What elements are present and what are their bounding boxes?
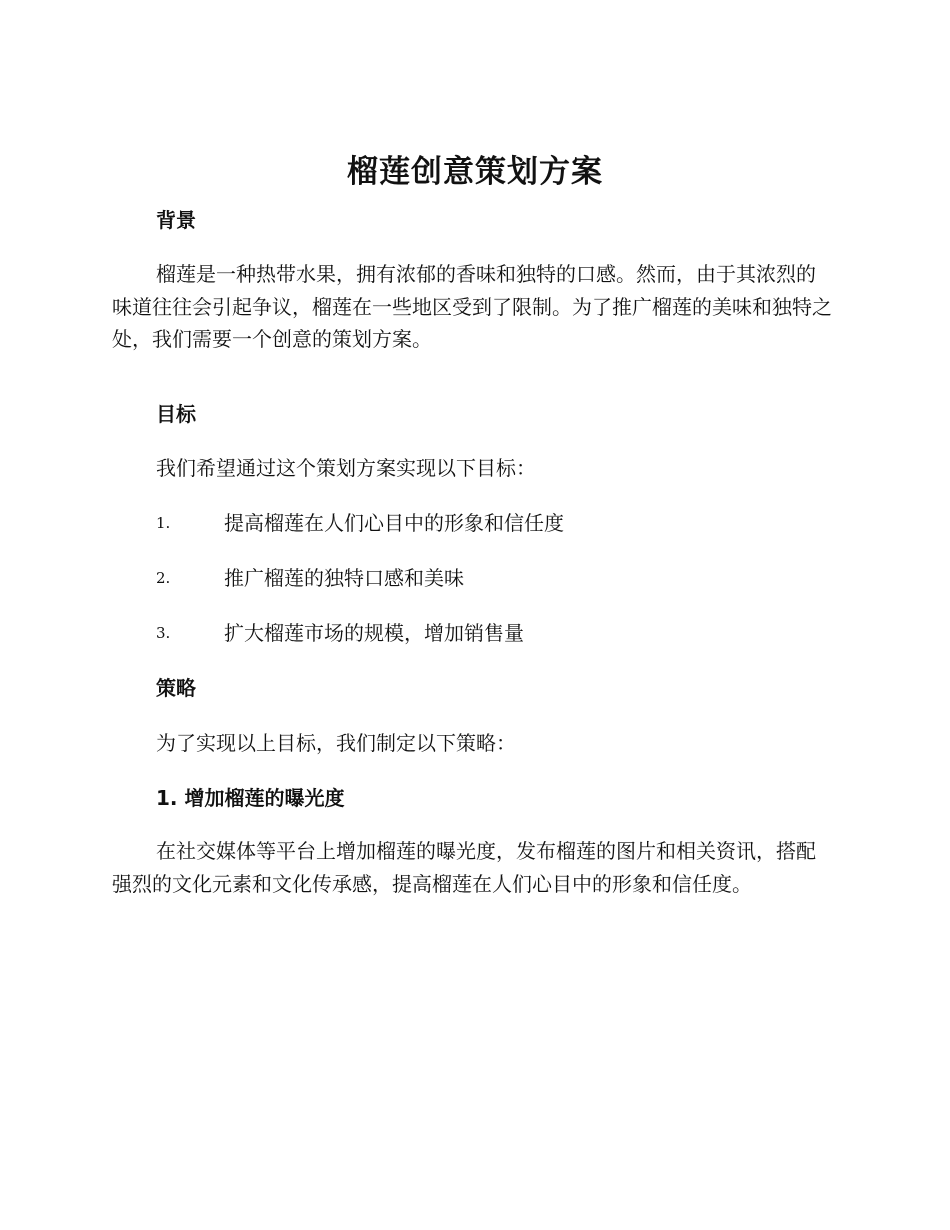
subsection-heading-exposure: 1. 增加榴莲的曝光度 — [156, 786, 345, 810]
strategy-intro: 为了实现以上目标，我们制定以下策略： — [156, 731, 516, 755]
document-title: 榴莲创意策划方案 — [347, 154, 603, 190]
list-item-number: 3. — [156, 624, 171, 642]
background-paragraph: 榴莲是一种热带水果，拥有浓郁的香味和独特的口感。然而，由于其浓烈的味道往往会引起争议，榴莲在一些地区受到了限制。为了推广榴莲的美味和独特之处，我们需要一个创意的策划方案。 — [112, 262, 832, 351]
section-heading-strategy: 策略 — [156, 676, 196, 700]
exposure-paragraph: 在社交媒体等平台上增加榴莲的曝光度，发布榴莲的图片和相关资讯，搭配强烈的文化元素和文化传承感，提高榴莲在人们心目中的形象和信任度。 — [112, 839, 816, 896]
section-heading-goals: 目标 — [156, 402, 196, 426]
list-item-text: 扩大榴莲市场的规模，增加销售量 — [224, 621, 524, 645]
list-item-text: 提高榴莲在人们心目中的形象和信任度 — [224, 511, 564, 535]
list-item-number: 2. — [156, 569, 171, 587]
list-item-number: 1. — [156, 514, 171, 532]
section-heading-background: 背景 — [156, 208, 196, 232]
goals-intro: 我们希望通过这个策划方案实现以下目标： — [156, 456, 536, 480]
list-item-text: 推广榴莲的独特口感和美味 — [224, 566, 464, 590]
